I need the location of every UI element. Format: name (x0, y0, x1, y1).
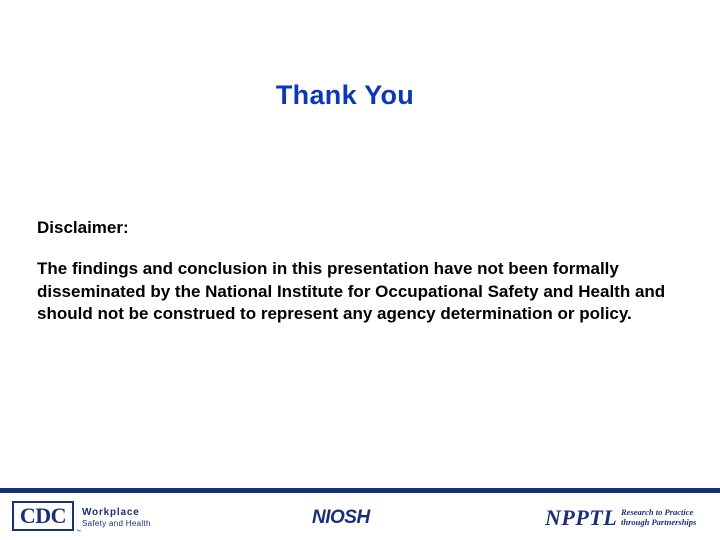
slide-title: Thank You (275, 80, 415, 110)
npptl-tagline (621, 507, 720, 527)
niosh-logo-text: NIOSH (312, 507, 370, 528)
workplace-logo-subtitle: Safety and Health (82, 519, 151, 528)
footer-divider (0, 488, 720, 493)
workplace-safety-logo (82, 507, 172, 529)
npptl-tagline-line1: Research to Practice (621, 507, 694, 517)
cdc-trademark-mark: ™ (76, 529, 81, 535)
disclaimer-text: The findings and conclusion in this presentation have not been formally disseminated by the National Institute for Occupational Safety and Health and should not be construed to represent any agency determination or policy. (37, 259, 666, 323)
niosh-logo (312, 507, 384, 529)
disclaimer-label: Disclaimer: (37, 218, 129, 237)
cdc-logo-text: CDC (19, 503, 67, 528)
npptl-tagline-line2: through Partnerships (621, 517, 697, 527)
workplace-logo-title: Workplace (82, 507, 140, 518)
cdc-logo (12, 501, 74, 531)
footer-bar (0, 488, 720, 540)
npptl-logo-text: NPPTL (545, 505, 618, 530)
